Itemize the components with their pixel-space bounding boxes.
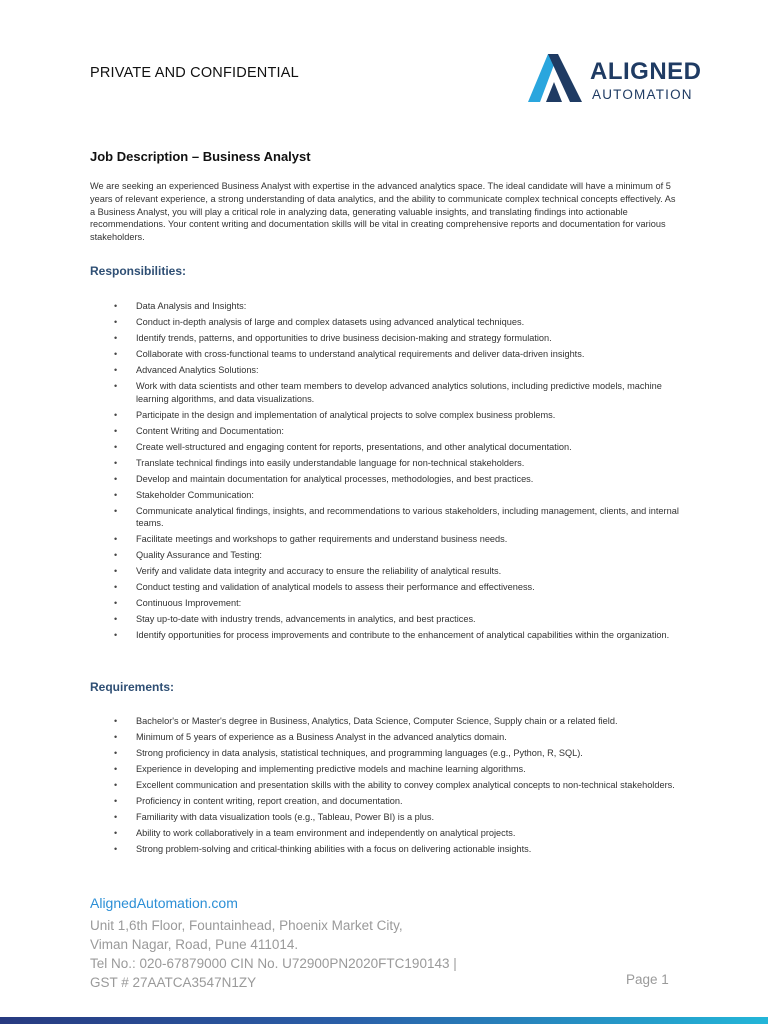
list-item: • Experience in developing and implementing predictive models and machine learning algorithms. (90, 763, 680, 776)
list-item: • Strong proficiency in data analysis, statistical techniques, and programming languages (e.g., Python, R, SQL). (90, 747, 680, 760)
list-item: • Quality Assurance and Testing: (90, 549, 680, 562)
job-title: Job Description – Business Analyst (90, 149, 311, 164)
address-line: Tel No.: 020-67879000 CIN No. U72900PN2020FTC190143 | (90, 956, 457, 971)
confidential-label: PRIVATE AND CONFIDENTIAL (90, 65, 299, 81)
list-item: • Work with data scientists and other team members to develop advanced analytics solutions, including predictive models, machine learning algorithms, and data visualizations. (90, 380, 680, 406)
responsibilities-heading: Responsibilities: (90, 264, 187, 278)
list-item: • Identify trends, patterns, and opportunities to drive business decision-making and strategy formulation. (90, 332, 680, 345)
logo-text-automation: AUTOMATION (592, 87, 693, 102)
requirements-list (90, 715, 680, 859)
address-line: Viman Nagar, Road, Pune 411014. (90, 937, 299, 952)
list-item: • Create well-structured and engaging content for reports, presentations, and other analytical documentation. (90, 441, 680, 454)
requirements-heading: Requirements: (90, 680, 175, 694)
list-item: • Continuous Improvement: (90, 597, 680, 610)
responsibilities-list (90, 300, 680, 645)
list-item: • Familiarity with data visualization tools (e.g., Tableau, Power BI) is a plus. (90, 811, 680, 824)
address-line: GST # 27AATCA3547N1ZY (90, 975, 257, 990)
list-item: • Data Analysis and Insights: (90, 300, 680, 313)
list-item: • Bachelor's or Master's degree in Business, Analytics, Data Science, Computer Science, Supply chain or a related field. (90, 715, 680, 728)
intro-paragraph: We are seeking an experienced Business Analyst with expertise in the advanced analytics space. The ideal candidate will have a minimum of 5 years of relevant experience, a strong understanding of data analytics, and the ability to communicate complex technical concepts effectively. As a Business Analyst, you will play a critical role in analyzing data, generating valuable insights, and translating findings into actionable recommendations. Your content writing and documentation skills will be vital in creating comprehensive reports and documentation for various stakeholders. (90, 181, 676, 243)
page-number: Page 1 (626, 972, 669, 987)
list-item: • Develop and maintain documentation for analytical processes, methodologies, and best practices. (90, 473, 680, 486)
list-item: • Content Writing and Documentation: (90, 425, 680, 438)
list-item: • Strong problem-solving and critical-thinking abilities with a focus on delivering actionable insights. (90, 843, 680, 856)
footer-gradient-bar (0, 1017, 768, 1024)
list-item: • Advanced Analytics Solutions: (90, 364, 680, 377)
list-item: • Participate in the design and implementation of analytical projects to solve complex business problems. (90, 409, 680, 422)
list-item: • Ability to work collaboratively in a team environment and independently on analytical projects. (90, 827, 680, 840)
logo-mark-icon (526, 52, 586, 104)
list-item: • Stay up-to-date with industry trends, advancements in analytics, and best practices. (90, 613, 680, 626)
list-item: • Identify opportunities for process improvements and contribute to the enhancement of analytical capabilities within the organization. (90, 629, 680, 642)
list-item: • Stakeholder Communication: (90, 489, 680, 502)
company-logo (526, 52, 716, 107)
list-item: • Translate technical findings into easily understandable language for non-technical stakeholders. (90, 457, 680, 470)
list-item: • Verify and validate data integrity and accuracy to ensure the reliability of analytical results. (90, 565, 680, 578)
website-link[interactable]: AlignedAutomation.com (90, 895, 238, 911)
footer-address (90, 916, 610, 992)
list-item: • Collaborate with cross-functional teams to understand analytical requirements and deliver data-driven insights. (90, 348, 680, 361)
list-item: • Conduct testing and validation of analytical models to assess their performance and effectiveness. (90, 581, 680, 594)
list-item: • Proficiency in content writing, report creation, and documentation. (90, 795, 680, 808)
list-item: • Conduct in-depth analysis of large and complex datasets using advanced analytical techniques. (90, 316, 680, 329)
list-item: • Excellent communication and presentation skills with the ability to convey complex analytical concepts to non-technical stakeholders. (90, 779, 680, 792)
list-item: • Facilitate meetings and workshops to gather requirements and understand business needs. (90, 533, 680, 546)
list-item: • Communicate analytical findings, insights, and recommendations to various stakeholders, including management, clients, and internal teams. (90, 505, 680, 531)
logo-text-aligned: ALIGNED (590, 58, 702, 85)
list-item: • Minimum of 5 years of experience as a Business Analyst in the advanced analytics domain. (90, 731, 680, 744)
address-line: Unit 1,6th Floor, Fountainhead, Phoenix Market City, (90, 918, 403, 933)
